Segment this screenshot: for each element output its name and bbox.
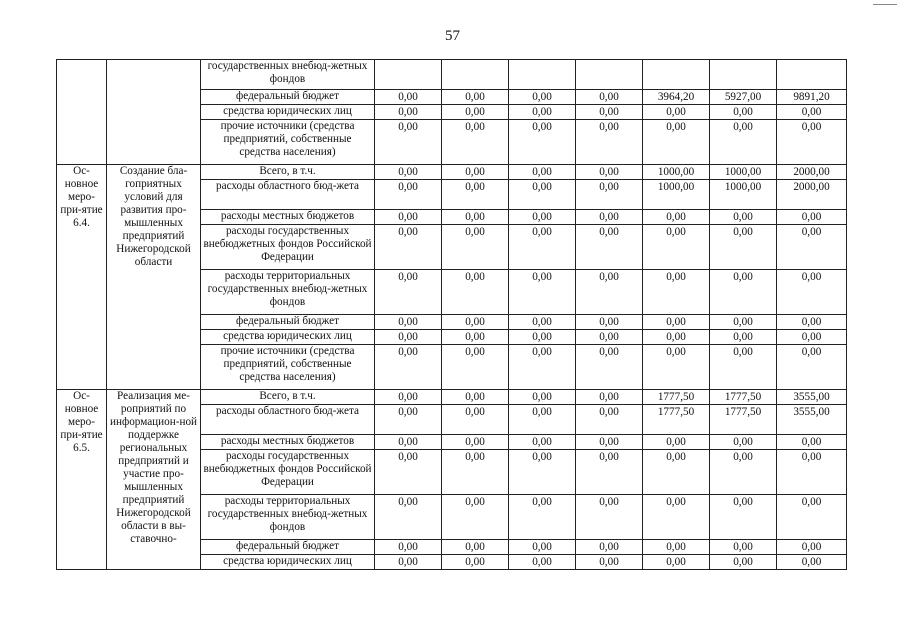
value-cell: 0,00 xyxy=(777,210,847,225)
value-cell: 0,00 xyxy=(509,270,576,315)
value-cell: 5927,00 xyxy=(710,90,777,105)
value-cell: 0,00 xyxy=(509,120,576,165)
value-cell: 0,00 xyxy=(777,540,847,555)
value-cell: 0,00 xyxy=(710,555,777,570)
value-cell: 0,00 xyxy=(777,330,847,345)
value-cell xyxy=(777,60,847,90)
value-cell: 0,00 xyxy=(509,330,576,345)
value-cell: 0,00 xyxy=(375,345,442,390)
value-cell xyxy=(375,60,442,90)
budget-table xyxy=(56,59,847,570)
value-cell: 0,00 xyxy=(576,405,643,435)
value-cell: 0,00 xyxy=(442,210,509,225)
value-cell: 0,00 xyxy=(576,105,643,120)
funding-source-label: прочие источники (средства предприятий, собственные средства населения) xyxy=(201,345,375,390)
value-cell: 0,00 xyxy=(643,315,710,330)
value-cell: 0,00 xyxy=(375,435,442,450)
value-cell: 0,00 xyxy=(375,120,442,165)
value-cell: 0,00 xyxy=(509,210,576,225)
funding-source-label: средства юридических лиц xyxy=(201,105,375,120)
value-cell: 0,00 xyxy=(375,225,442,270)
funding-source-label: расходы местных бюджетов xyxy=(201,210,375,225)
value-cell: 0,00 xyxy=(442,180,509,210)
funding-source-label: Всего, в т.ч. xyxy=(201,390,375,405)
value-cell: 0,00 xyxy=(777,450,847,495)
activity-title: Создание бла-гоприятных условий для развития про-мышленных предприятий Нижегородской области xyxy=(107,165,201,390)
value-cell: 0,00 xyxy=(576,495,643,540)
value-cell: 0,00 xyxy=(442,270,509,315)
value-cell: 0,00 xyxy=(442,540,509,555)
value-cell: 0,00 xyxy=(710,315,777,330)
funding-source-label: расходы государственных внебюджетных фондов Российской Федерации xyxy=(201,225,375,270)
value-cell: 0,00 xyxy=(442,105,509,120)
activity-code: Ос-новное меро-при-ятие 6.4. xyxy=(57,165,107,390)
value-cell xyxy=(710,60,777,90)
corner-line xyxy=(873,4,897,5)
value-cell: 0,00 xyxy=(643,225,710,270)
value-cell: 0,00 xyxy=(509,390,576,405)
value-cell: 0,00 xyxy=(509,450,576,495)
value-cell: 0,00 xyxy=(777,120,847,165)
table-body xyxy=(57,60,847,570)
value-cell: 0,00 xyxy=(509,555,576,570)
value-cell: 0,00 xyxy=(509,165,576,180)
value-cell: 9891,20 xyxy=(777,90,847,105)
value-cell: 0,00 xyxy=(375,210,442,225)
value-cell: 0,00 xyxy=(442,345,509,390)
value-cell: 0,00 xyxy=(509,540,576,555)
value-cell: 0,00 xyxy=(643,105,710,120)
value-cell: 0,00 xyxy=(643,270,710,315)
value-cell: 0,00 xyxy=(442,435,509,450)
value-cell: 0,00 xyxy=(643,330,710,345)
value-cell: 0,00 xyxy=(777,555,847,570)
value-cell: 0,00 xyxy=(509,405,576,435)
value-cell: 1000,00 xyxy=(643,165,710,180)
value-cell: 0,00 xyxy=(710,330,777,345)
value-cell: 0,00 xyxy=(442,90,509,105)
value-cell: 0,00 xyxy=(442,120,509,165)
value-cell: 0,00 xyxy=(710,450,777,495)
value-cell: 0,00 xyxy=(777,315,847,330)
value-cell: 1000,00 xyxy=(710,165,777,180)
value-cell: 0,00 xyxy=(576,225,643,270)
value-cell: 0,00 xyxy=(576,390,643,405)
value-cell: 0,00 xyxy=(509,345,576,390)
funding-source-label: средства юридических лиц xyxy=(201,555,375,570)
table-row xyxy=(57,60,847,90)
value-cell: 0,00 xyxy=(643,210,710,225)
value-cell xyxy=(442,60,509,90)
value-cell: 0,00 xyxy=(643,120,710,165)
value-cell: 0,00 xyxy=(375,405,442,435)
value-cell: 1777,50 xyxy=(710,390,777,405)
value-cell: 0,00 xyxy=(643,435,710,450)
value-cell: 0,00 xyxy=(375,180,442,210)
value-cell: 0,00 xyxy=(375,315,442,330)
value-cell: 0,00 xyxy=(375,165,442,180)
value-cell: 0,00 xyxy=(777,225,847,270)
value-cell: 0,00 xyxy=(576,330,643,345)
value-cell: 0,00 xyxy=(710,345,777,390)
funding-source-label: средства юридических лиц xyxy=(201,330,375,345)
value-cell: 0,00 xyxy=(710,495,777,540)
value-cell: 0,00 xyxy=(509,180,576,210)
value-cell: 0,00 xyxy=(710,225,777,270)
value-cell xyxy=(509,60,576,90)
value-cell: 0,00 xyxy=(576,180,643,210)
value-cell: 0,00 xyxy=(710,540,777,555)
page-number: 57 xyxy=(445,28,460,44)
value-cell: 0,00 xyxy=(777,105,847,120)
value-cell: 0,00 xyxy=(576,345,643,390)
funding-source-label: расходы территориальных государственных внебюд-жетных фондов xyxy=(201,495,375,540)
value-cell: 3964,20 xyxy=(643,90,710,105)
funding-source-label: расходы государственных внебюджетных фондов Российской Федерации xyxy=(201,450,375,495)
value-cell: 0,00 xyxy=(442,495,509,540)
value-cell: 0,00 xyxy=(442,225,509,270)
value-cell: 1000,00 xyxy=(710,180,777,210)
table-row xyxy=(57,390,847,405)
value-cell: 2000,00 xyxy=(777,165,847,180)
value-cell: 0,00 xyxy=(375,555,442,570)
value-cell: 3555,00 xyxy=(777,390,847,405)
value-cell: 0,00 xyxy=(576,210,643,225)
value-cell: 0,00 xyxy=(576,450,643,495)
funding-source-label: федеральный бюджет xyxy=(201,90,375,105)
funding-source-label: Всего, в т.ч. xyxy=(201,165,375,180)
funding-source-label: федеральный бюджет xyxy=(201,315,375,330)
value-cell: 0,00 xyxy=(442,450,509,495)
value-cell: 0,00 xyxy=(576,435,643,450)
value-cell xyxy=(643,60,710,90)
value-cell: 0,00 xyxy=(442,555,509,570)
activity-code: Ос-новное меро-при-ятие 6.5. xyxy=(57,390,107,570)
value-cell: 0,00 xyxy=(777,345,847,390)
activity-title: Реализация ме-роприятий по информацион-ной поддержке региональных предприятий и участие про-мышленных предприятий Нижегородской области в вы-ставочно- xyxy=(107,390,201,570)
value-cell xyxy=(576,60,643,90)
value-cell: 0,00 xyxy=(710,210,777,225)
value-cell: 0,00 xyxy=(442,405,509,435)
value-cell: 0,00 xyxy=(442,390,509,405)
value-cell: 0,00 xyxy=(509,90,576,105)
activity-title-cell xyxy=(107,60,201,165)
value-cell: 1777,50 xyxy=(710,405,777,435)
value-cell: 0,00 xyxy=(777,270,847,315)
value-cell: 0,00 xyxy=(509,225,576,270)
value-cell: 0,00 xyxy=(777,435,847,450)
value-cell: 1777,50 xyxy=(643,390,710,405)
funding-source-label: государственных внебюд-жетных фондов xyxy=(201,60,375,90)
value-cell: 0,00 xyxy=(375,540,442,555)
funding-source-label: расходы областного бюд-жета xyxy=(201,405,375,435)
value-cell: 2000,00 xyxy=(777,180,847,210)
value-cell: 0,00 xyxy=(375,105,442,120)
value-cell: 0,00 xyxy=(375,330,442,345)
value-cell: 0,00 xyxy=(375,270,442,315)
activity-code-cell xyxy=(57,60,107,165)
value-cell: 0,00 xyxy=(509,105,576,120)
value-cell: 3555,00 xyxy=(777,405,847,435)
value-cell: 0,00 xyxy=(643,345,710,390)
value-cell: 0,00 xyxy=(442,315,509,330)
value-cell: 0,00 xyxy=(576,120,643,165)
value-cell: 1000,00 xyxy=(643,180,710,210)
value-cell: 0,00 xyxy=(375,450,442,495)
value-cell: 0,00 xyxy=(576,555,643,570)
value-cell: 0,00 xyxy=(643,540,710,555)
value-cell: 0,00 xyxy=(710,120,777,165)
value-cell: 0,00 xyxy=(576,315,643,330)
funding-source-label: федеральный бюджет xyxy=(201,540,375,555)
value-cell: 0,00 xyxy=(375,90,442,105)
funding-source-label: расходы местных бюджетов xyxy=(201,435,375,450)
value-cell: 0,00 xyxy=(509,315,576,330)
value-cell: 0,00 xyxy=(576,540,643,555)
table-row xyxy=(57,165,847,180)
value-cell: 0,00 xyxy=(710,105,777,120)
value-cell: 1777,50 xyxy=(643,405,710,435)
funding-source-label: прочие источники (средства предприятий, собственные средства населения) xyxy=(201,120,375,165)
value-cell: 0,00 xyxy=(375,495,442,540)
funding-source-label: расходы территориальных государственных внебюд-жетных фондов xyxy=(201,270,375,315)
value-cell: 0,00 xyxy=(375,390,442,405)
value-cell: 0,00 xyxy=(643,555,710,570)
value-cell: 0,00 xyxy=(710,435,777,450)
value-cell: 0,00 xyxy=(643,495,710,540)
value-cell: 0,00 xyxy=(442,165,509,180)
value-cell: 0,00 xyxy=(509,495,576,540)
value-cell: 0,00 xyxy=(576,165,643,180)
value-cell: 0,00 xyxy=(777,495,847,540)
funding-source-label: расходы областного бюд-жета xyxy=(201,180,375,210)
value-cell: 0,00 xyxy=(509,435,576,450)
value-cell: 0,00 xyxy=(576,270,643,315)
value-cell: 0,00 xyxy=(710,270,777,315)
value-cell: 0,00 xyxy=(643,450,710,495)
value-cell: 0,00 xyxy=(576,90,643,105)
value-cell: 0,00 xyxy=(442,330,509,345)
